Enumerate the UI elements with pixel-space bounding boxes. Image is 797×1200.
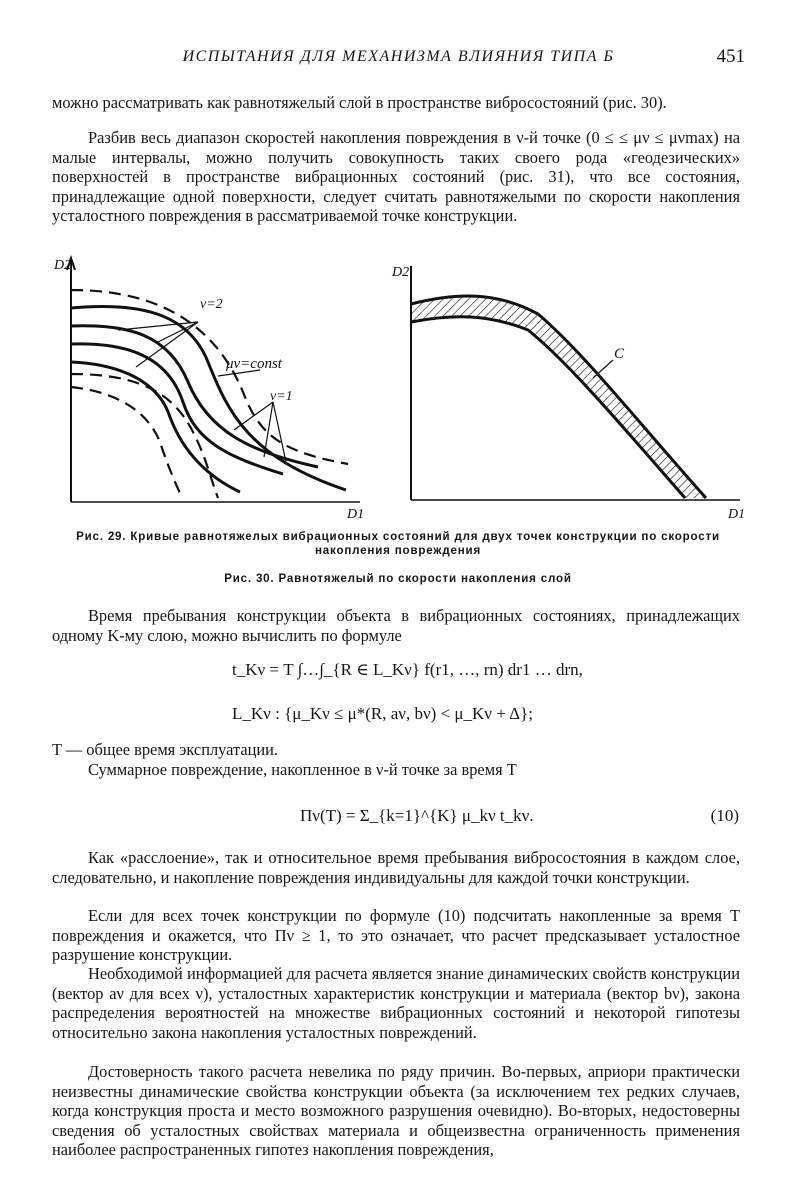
fig30-label-c: C <box>614 346 625 362</box>
formula-total-damage: Πν(T) = Σ_{k=1}^{K} μ_kν t_kν. <box>300 806 534 825</box>
figure-30-plot <box>388 252 748 524</box>
fig29-leader-nu1-c <box>273 402 286 462</box>
figure-29 <box>48 252 368 524</box>
paragraph-total-damage-intro: Суммарное повреждение, накопленное в ν-й точке за время T <box>88 760 517 779</box>
fig29-leader-nu2-c <box>136 322 198 367</box>
paragraph-stratification: Как «расслоение», так и относительное время пребывания вибросостояния в каждом слое, следовательно, и накопление повреждения индивидуальны для каждой точки конструкции. <box>52 848 740 887</box>
fig30-layer-hatch <box>411 296 706 498</box>
page-number: 451 <box>716 46 745 67</box>
fig29-leader-nu1-a <box>234 402 273 430</box>
fig30-y-axis-label: D2 <box>392 265 410 280</box>
fig30-leader-c <box>593 360 613 378</box>
fig29-label-nu2: ν=2 <box>200 297 223 312</box>
formula-time-in-layer: t_Kν = T ∫…∫_{R ∈ L_Kν} f(r1, …, rn) dr1 … drn, <box>232 660 583 679</box>
figure-29-plot <box>48 252 368 524</box>
formula-layer-definition: L_Kν : {μ_Kν ≤ μ*(R, aν, bν) < μ_Kν + Δ}; <box>232 704 533 723</box>
paragraph-continuation: можно рассматривать как равнотяжелый слой в пространстве вибросостояний (рис. 30). <box>52 93 667 112</box>
running-header <box>52 44 745 70</box>
figure-30 <box>388 252 748 524</box>
paragraph-reliability: Достоверность такого расчета невелика по ряду причин. Во-первых, априори практически неизвестны динамические свойства конструкции объекта (за исключением тех редких случаев, когда конструкция проста и место возможного разрушения очевидно). Во-вторых, недостоверны сведения об усталостных свойствах материала и общеизвестна ограниченность применения наиболее распространенных гипотез накопления повреждения, <box>52 1062 740 1160</box>
paragraph-time-in-layer: Время пребывания конструкции объекта в вибрационных состояниях, принадлежащих одному K-му слою, можно вычислить по формуле <box>52 606 740 645</box>
fig29-y-axis-label: D2 <box>54 258 72 273</box>
paragraph-total-time: T — общее время эксплуатации. <box>52 740 279 759</box>
fig29-label-mu-const: μν=const <box>226 356 282 372</box>
running-title: ИСПЫТАНИЯ ДЛЯ МЕХАНИЗМА ВЛИЯНИЯ ТИПА Б <box>182 48 615 65</box>
paragraph-failure-prediction: Если для всех точек конструкции по формуле (10) подсчитать накопленные за время T повреждения и окажется, что Πν ≥ 1, то это означает, что расчет предсказывает усталостное разрушение конструкции. <box>52 906 740 965</box>
figure-30-caption: Рис. 30. Равнотяжелый по скорости накопления слой <box>224 572 572 585</box>
fig30-x-axis-label: D1 <box>728 507 746 522</box>
figure-29-caption: Рис. 29. Кривые равнотяжелых вибрационных состояний для двух точек конструкции по скорости накопления повреждения <box>76 530 720 557</box>
fig29-x-axis-label: D1 <box>347 507 365 522</box>
paragraph-geodesic-surfaces: Разбив весь диапазон скоростей накопления повреждения в ν-й точке (0 ≤ ≤ μν ≤ μνmax) на малые интервалы, можно получить совокупность таких своего рода «геодезических» поверхностей в пространстве вибрационных состояний (рис. 31), что все состояния, принадлежащие одной поверхности, следует считать равнотяжелыми по скорости накопления усталостного повреждения в рассматриваемой точке конструкции. <box>52 128 740 226</box>
equation-number: (10) <box>710 806 739 825</box>
fig29-label-nu1: ν=1 <box>270 389 293 404</box>
paragraph-required-information: Необходимой информацией для расчета является знание динамических свойств конструкции (вектор aν для всех ν), усталостных характеристик конструкции и материала (вектор bν), закона распределения вероятностей на множестве вибрационных состояний и некоторой гипотезы относительно закона накопления усталостных повреждений. <box>52 964 740 1042</box>
fig29-curve-dashed-2 <box>71 374 218 498</box>
